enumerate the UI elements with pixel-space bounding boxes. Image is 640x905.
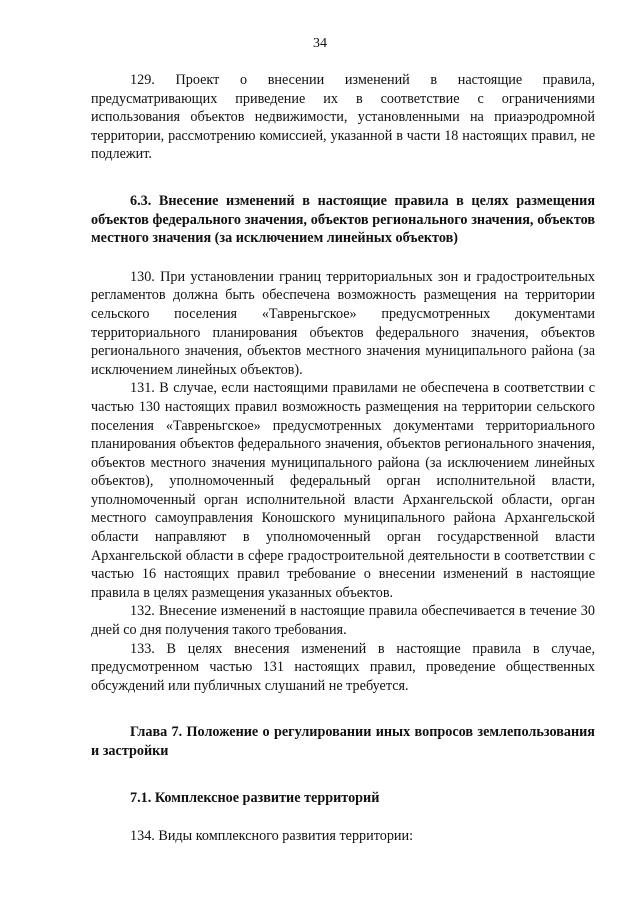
paragraph-130: 130. При установлении границ территориальных зон и градостроительных регламентов должна быть обеспечена возможность размещения на территории сельского поселения «Тавреньгское» предусмотренных документами территориального планирования объектов федерального значения, объектов регионального значения, объектов местного значения муниципального района (за исключением линейных объектов). [91, 268, 595, 378]
page-number: 34 [313, 36, 327, 51]
paragraph-132: 132. Внесение изменений в настоящие правила обеспечивается в течение 30 дней со дня получения такого требования. [91, 603, 595, 639]
paragraph-129: 129. Проект о внесении изменений в настоящие правила, предусматривающих приведение их в соответствие с ограничениями использования объектов недвижимости, установленными на приаэродромной территории, рассмотрению комиссией, указанной в части 18 настоящих правил, не подлежит. [91, 72, 595, 163]
paragraph-134: 134. Виды комплексного развития территории: [130, 828, 414, 845]
section-heading-6-3: 6.3. Внесение изменений в настоящие правила в целях размещения объектов федерального значения, объектов регионального значения, объектов местного значения (за исключением линейных объектов) [91, 192, 595, 247]
paragraph-133: 133. В целях внесения изменений в настоящие правила в случае, предусмотренном частью 131 настоящих правил, проведение общественных обсуждений или публичных слушаний не требуется. [91, 640, 595, 694]
paragraph-131: 131. В случае, если настоящими правилами не обеспечена в соответствии с частью 130 настоящих правил возможность размещения на территории сельского поселения «Тавреньгское» предусмотренных документами территориального планирования объектов федерального значения, объектов регионального значения, объектов местного значения муниципального района (за исключением линейных объектов), уполномоченный федеральный орган исполнительной власти, уполномоченный орган исполнительной власти Архангельской области, орган местного самоуправления Коношского муниципального района Архангельской области направляют в уполномоченный орган государственной власти Архангельской области в сфере градостроительной деятельности в соответствии с частью 16 настоящих правил требование о внесении изменений в настоящие правила в целях размещения указанных объектов. [91, 380, 595, 601]
section-heading-7-1: 7.1. Комплексное развитие территорий [130, 789, 380, 806]
chapter-heading-7: Глава 7. Положение о регулировании иных вопросов землепользования и застройки [91, 724, 595, 759]
page-content [91, 71, 595, 846]
